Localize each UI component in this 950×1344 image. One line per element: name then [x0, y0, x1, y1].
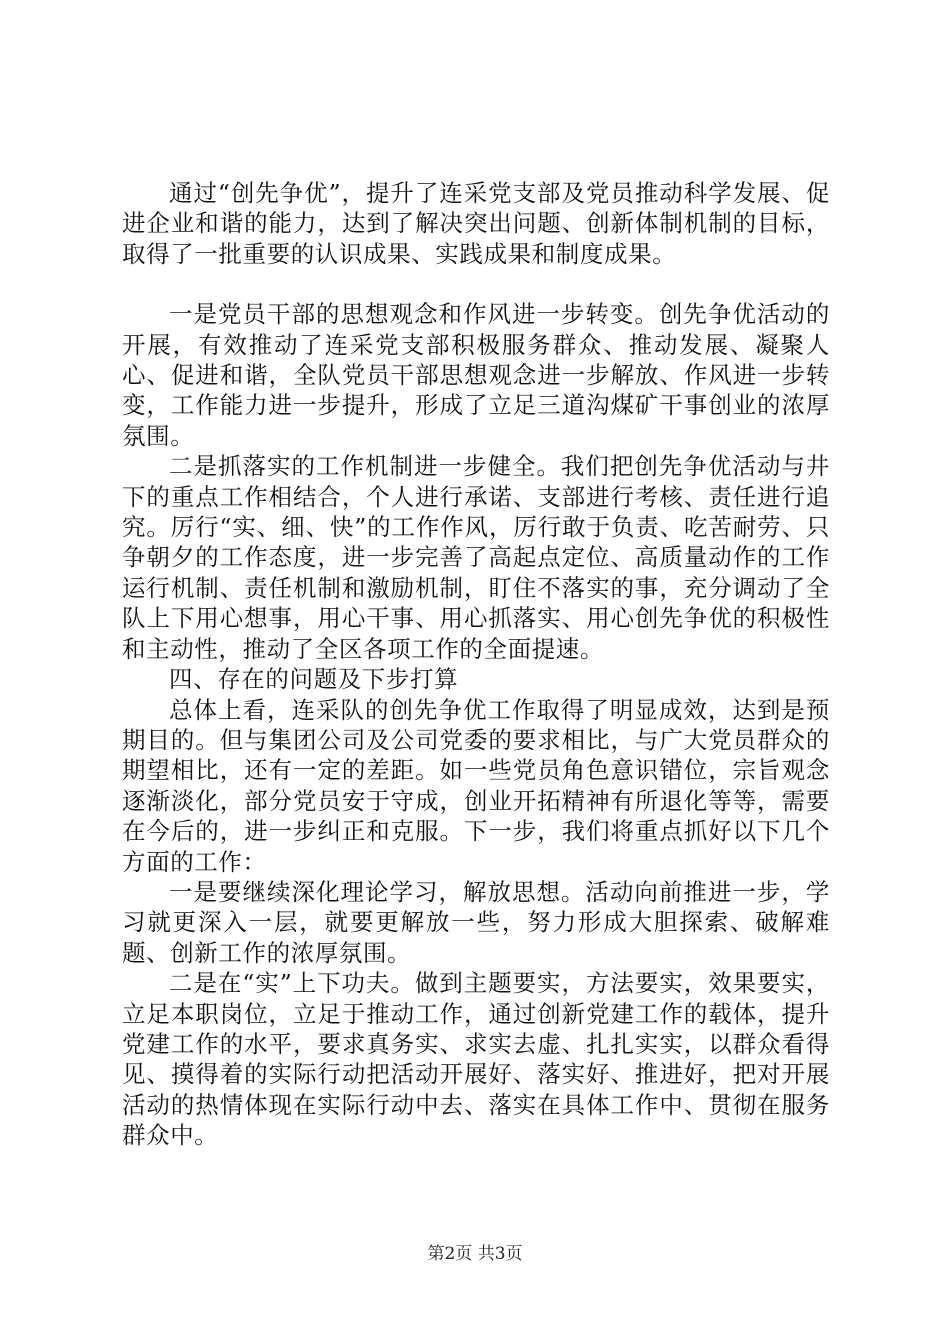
paragraph-point-one: 一是党员干部的思想观念和作风进一步转变。创先争优活动的开展，有效推动了连采党支部积极服务群众、推动发展、凝聚人心、促进和谐，全队党员干部思想观念进一步解放、作风进一步转变，工作能力进一步提升，形成了立足三道沟煤矿干事创业的浓厚氛围。 [122, 300, 830, 450]
paragraph-plan-one: 一是要继续深化理论学习，解放思想。活动向前推进一步，学习就更深入一层，就要更解放一些，努力形成大胆探索、破解难题、创新工作的浓厚氛围。 [122, 877, 830, 967]
section-heading: 四、存在的问题及下步打算 [169, 665, 459, 694]
page-number-footer: 第2页 共3页 [427, 1244, 523, 1264]
document-body [122, 178, 830, 1151]
paragraph-point-two: 二是抓落实的工作机制进一步健全。我们把创先争优活动与井下的重点工作相结合，个人进行承诺、支部进行考核、责任进行追究。厉行“实、细、快”的工作作风，厉行敢于负责、吃苦耐劳、只争朝夕的工作态度，进一步完善了高起点定位、高质量动作的工作运行机制、责任机制和激励机制，盯住不落实的事，充分调动了全队上下用心想事，用心干事、用心抓落实、用心创先争优的积极性和主动性，推动了全区各项工作的全面提速。 [122, 452, 830, 663]
paragraph-plan-two: 二是在“实”上下功夫。做到主题要实，方法要实，效果要实，立足本职岗位，立足于推动工作，通过创新党建工作的载体，提升党建工作的水平，要求真务实、求实去虚、扎扎实实，以群众看得见、摸得着的实际行动把活动开展好、落实好、推进好，把对开展活动的热情体现在实际行动中去、落实在具体工作中、贯彻在服务群众中。 [122, 969, 830, 1150]
paragraph-summary: 通过“创先争优”，提升了连采党支部及党员推动科学发展、促进企业和谐的能力，达到了解决突出问题、创新体制机制的目标，取得了一批重要的认识成果、实践成果和制度成果。 [122, 179, 830, 268]
paragraph-overview: 总体上看，连采队的创先争优工作取得了明显成效，达到是预期目的。但与集团公司及公司党委的要求相比，与广大党员群众的期望相比，还有一定的差距。如一些党员角色意识错位，宗旨观念逐渐淡化，部分党员安于守成，创业开拓精神有所退化等等，需要在今后的，进一步纠正和克服。下一步，我们将重点抓好以下几个方面的工作： [122, 695, 830, 876]
